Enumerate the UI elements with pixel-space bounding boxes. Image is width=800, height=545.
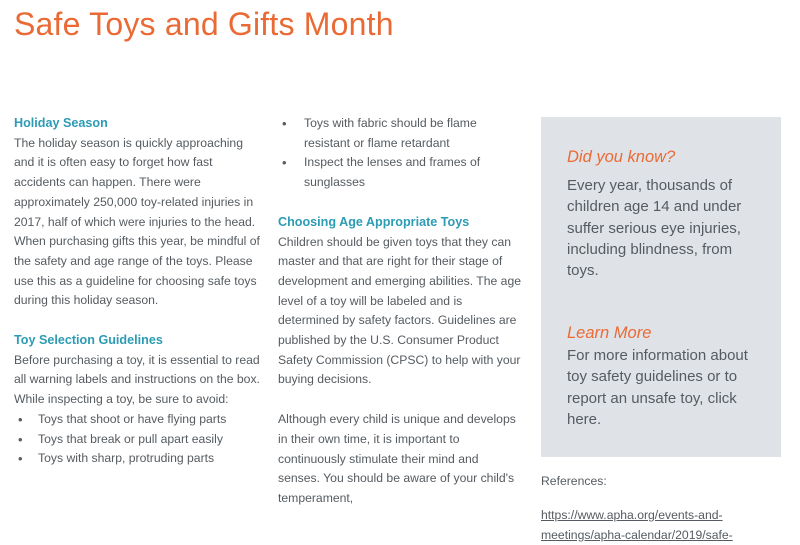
list-item: • Toys that break or pull apart easily — [14, 430, 262, 450]
unique-child-paragraph: Although every child is unique and develops in their own time, it is important to continuously stimulate their mind and senses. You should be aware of your child's temperament, — [278, 412, 516, 505]
learn-more-text[interactable]: For more information about toy safety guidelines or to report an unsafe toy, click here. — [567, 347, 748, 428]
age-appropriate-paragraph: Children should be given toys that they can master and that are right for their stage of development and emerging abilities. The age level of a toy will be labeled and is determined by safety factors. Guidelines are published by the U.S. Consumer Product Safety Commission (CPSC) to help with your buying decisions. — [278, 234, 522, 387]
toy-selection-paragraph: Before purchasing a toy, it is essential to read all warning labels and instructions on the box. While inspecting a toy, be sure to avoid: — [14, 352, 260, 407]
did-you-know-sidebar — [541, 117, 781, 457]
learn-more-heading: Learn More — [567, 324, 652, 342]
holiday-season-heading: Holiday Season — [14, 116, 108, 130]
list-item: • Toys with sharp, protruding parts — [14, 449, 262, 469]
page-title: Safe Toys and Gifts Month — [14, 6, 394, 42]
did-you-know-text: Every year, thousands of children age 14 and under suffer serious eye injuries, including blindness, from toys. — [567, 177, 742, 280]
toy-selection-heading: Toy Selection Guidelines — [14, 333, 163, 348]
left-column — [14, 114, 262, 469]
references-label: References: — [541, 474, 607, 488]
list-item: • Toys with fabric should be flame resistant or flame retardant — [278, 114, 522, 153]
holiday-season-paragraph: The holiday season is quickly approaching and it is often easy to forget how fast accidents can happen. There were approximately 250,000 toy-related injuries in 2017, half of which were injuries to the head. When purchasing gifts this year, be mindful of the safety and age range of the toys. Please use this as a guideline for choosing safe toys during this holiday season. — [14, 135, 260, 308]
safety-list — [278, 114, 522, 193]
age-appropriate-heading: Choosing Age Appropriate Toys — [278, 214, 470, 229]
list-item: • Toys that shoot or have flying parts — [14, 410, 262, 430]
avoid-list — [14, 410, 262, 469]
reference-link[interactable]: https://www.apha.org/events-and- meetings/apha-calendar/2019/safe- — [541, 508, 733, 542]
middle-column — [278, 114, 522, 509]
list-item: • Inspect the lenses and frames of sunglasses — [278, 153, 522, 192]
did-you-know-heading: Did you know? — [567, 148, 676, 166]
